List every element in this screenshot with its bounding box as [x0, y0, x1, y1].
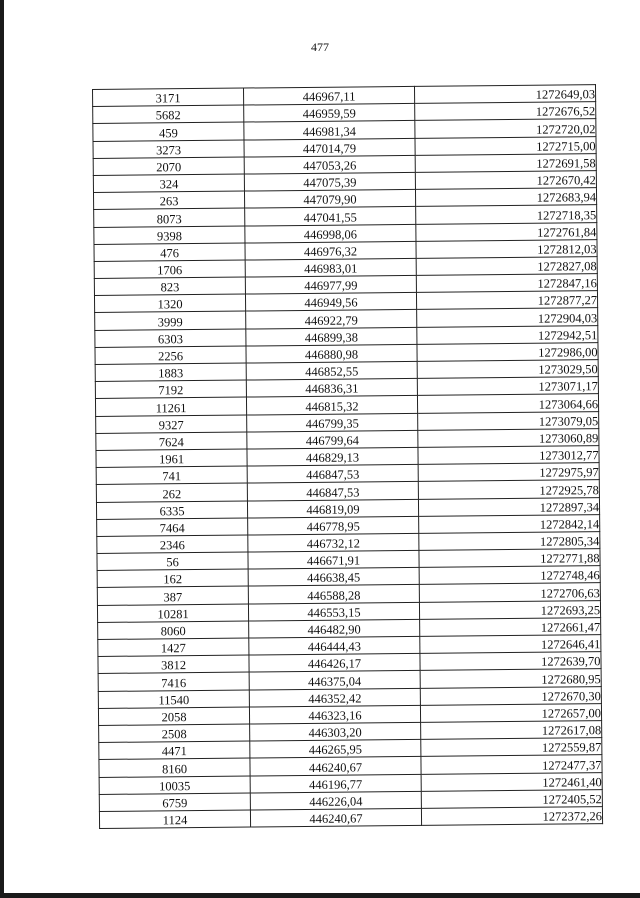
x-coordinate-cell: 446588,28 [248, 585, 419, 604]
point-id-cell: 2346 [97, 535, 248, 554]
point-id-cell: 2256 [95, 346, 246, 365]
x-coordinate-cell: 446977,99 [245, 275, 416, 294]
y-coordinate-cell: 1272372,26 [421, 807, 602, 826]
point-id-cell: 7624 [96, 432, 247, 451]
y-coordinate-cell: 1272405,52 [421, 789, 602, 808]
y-coordinate-cell: 1272842,14 [419, 514, 600, 533]
y-coordinate-cell: 1272748,46 [419, 566, 600, 585]
y-coordinate-cell: 1272676,52 [415, 102, 596, 121]
x-coordinate-cell: 446323,16 [249, 705, 420, 724]
x-coordinate-cell: 446799,64 [247, 430, 418, 449]
x-coordinate-cell: 446976,32 [245, 241, 416, 260]
scan-bottom-edge [0, 893, 640, 898]
y-coordinate-cell: 1272827,08 [416, 257, 597, 276]
y-coordinate-cell: 1272877,27 [416, 291, 597, 310]
y-coordinate-cell: 1272847,16 [416, 274, 597, 293]
page-number: 477 [311, 40, 329, 54]
point-id-cell: 1427 [98, 638, 249, 657]
coordinates-table [92, 84, 603, 829]
point-id-cell: 8060 [98, 621, 249, 640]
point-id-cell: 11261 [95, 397, 246, 416]
point-id-cell: 3171 [93, 88, 244, 107]
point-id-cell: 1883 [95, 363, 246, 382]
point-id-cell: 2508 [99, 724, 250, 743]
x-coordinate-cell: 446981,34 [244, 121, 415, 140]
point-id-cell: 9398 [94, 226, 245, 245]
y-coordinate-cell: 1272693,25 [419, 600, 600, 619]
point-id-cell: 324 [93, 174, 244, 193]
y-coordinate-cell: 1272706,63 [419, 583, 600, 602]
point-id-cell: 4471 [99, 741, 250, 760]
scan-left-edge [0, 0, 4, 898]
x-coordinate-cell: 447041,55 [245, 207, 416, 226]
y-coordinate-cell: 1272925,78 [418, 480, 599, 499]
point-id-cell: 459 [93, 122, 244, 141]
x-coordinate-cell: 447014,79 [244, 138, 415, 157]
x-coordinate-cell: 446819,09 [247, 499, 418, 518]
y-coordinate-cell: 1272975,97 [418, 463, 599, 482]
coordinates-table-body [93, 85, 603, 829]
point-id-cell: 6335 [96, 501, 247, 520]
x-coordinate-cell: 446847,53 [247, 482, 418, 501]
point-id-cell: 263 [93, 191, 244, 210]
x-coordinate-cell: 446638,45 [248, 568, 419, 587]
y-coordinate-cell: 1272559,87 [421, 738, 602, 757]
y-coordinate-cell: 1272461,40 [421, 772, 602, 791]
point-id-cell: 56 [97, 552, 248, 571]
point-id-cell: 5682 [93, 105, 244, 124]
point-id-cell: 10281 [97, 604, 248, 623]
y-coordinate-cell: 1272771,88 [419, 549, 600, 568]
x-coordinate-cell: 446732,12 [248, 533, 419, 552]
point-id-cell: 7192 [95, 380, 246, 399]
y-coordinate-cell: 1273079,05 [418, 411, 599, 430]
x-coordinate-cell: 446303,20 [250, 722, 421, 741]
x-coordinate-cell: 446444,43 [249, 636, 420, 655]
x-coordinate-cell: 447075,39 [244, 172, 415, 191]
point-id-cell: 741 [96, 466, 247, 485]
point-id-cell: 6759 [99, 793, 250, 812]
x-coordinate-cell: 447053,26 [244, 155, 415, 174]
y-coordinate-cell: 1272649,03 [414, 85, 595, 104]
x-coordinate-cell: 447079,90 [244, 190, 415, 209]
point-id-cell: 262 [96, 483, 247, 502]
x-coordinate-cell: 446352,42 [249, 688, 420, 707]
x-coordinate-cell: 446240,67 [250, 808, 421, 827]
x-coordinate-cell: 446482,90 [249, 619, 420, 638]
x-coordinate-cell: 446815,32 [246, 396, 417, 415]
y-coordinate-cell: 1273064,66 [417, 394, 598, 413]
point-id-cell: 1320 [94, 294, 245, 313]
x-coordinate-cell: 446836,31 [246, 379, 417, 398]
y-coordinate-cell: 1273029,50 [417, 360, 598, 379]
point-id-cell: 162 [97, 569, 248, 588]
point-id-cell: 3999 [95, 311, 246, 330]
y-coordinate-cell: 1272670,30 [420, 686, 601, 705]
point-id-cell: 1706 [94, 260, 245, 279]
x-coordinate-cell: 446998,06 [245, 224, 416, 243]
y-coordinate-cell: 1272761,84 [416, 222, 597, 241]
point-id-cell: 10035 [99, 776, 250, 795]
y-coordinate-cell: 1272683,94 [415, 188, 596, 207]
point-id-cell: 6303 [95, 329, 246, 348]
x-coordinate-cell: 446852,55 [246, 361, 417, 380]
x-coordinate-cell: 446983,01 [245, 258, 416, 277]
point-id-cell: 7464 [97, 518, 248, 537]
y-coordinate-cell: 1272812,03 [416, 239, 597, 258]
point-id-cell: 8073 [94, 208, 245, 227]
point-id-cell: 2058 [98, 707, 249, 726]
x-coordinate-cell: 446967,11 [243, 86, 414, 105]
x-coordinate-cell: 446847,53 [247, 465, 418, 484]
y-coordinate-cell: 1272715,00 [415, 136, 596, 155]
point-id-cell: 2070 [93, 157, 244, 176]
point-id-cell: 3812 [98, 655, 249, 674]
x-coordinate-cell: 446880,98 [246, 344, 417, 363]
y-coordinate-cell: 1272805,34 [419, 532, 600, 551]
y-coordinate-cell: 1272477,37 [421, 755, 602, 774]
point-id-cell: 11540 [98, 690, 249, 709]
y-coordinate-cell: 1272897,34 [418, 497, 599, 516]
point-id-cell: 1124 [99, 810, 250, 829]
point-id-cell: 7416 [98, 672, 249, 691]
point-id-cell: 9327 [96, 415, 247, 434]
x-coordinate-cell: 446426,17 [249, 654, 420, 673]
y-coordinate-cell: 1273012,77 [418, 446, 599, 465]
x-coordinate-cell: 446240,67 [250, 757, 421, 776]
point-id-cell: 823 [94, 277, 245, 296]
y-coordinate-cell: 1272646,41 [420, 635, 601, 654]
point-id-cell: 387 [97, 586, 248, 605]
y-coordinate-cell: 1272657,00 [420, 703, 601, 722]
point-id-cell: 1961 [96, 449, 247, 468]
y-coordinate-cell: 1272661,47 [420, 617, 601, 636]
point-id-cell: 8160 [99, 758, 250, 777]
x-coordinate-cell: 446265,95 [250, 739, 421, 758]
x-coordinate-cell: 446778,95 [248, 516, 419, 535]
x-coordinate-cell: 446799,35 [247, 413, 418, 432]
y-coordinate-cell: 1272691,58 [415, 153, 596, 172]
x-coordinate-cell: 446959,59 [244, 104, 415, 123]
point-id-cell: 476 [94, 243, 245, 262]
x-coordinate-cell: 446671,91 [248, 550, 419, 569]
x-coordinate-cell: 446922,79 [246, 310, 417, 329]
y-coordinate-cell: 1272617,08 [421, 721, 602, 740]
x-coordinate-cell: 446899,38 [246, 327, 417, 346]
y-coordinate-cell: 1272904,03 [417, 308, 598, 327]
y-coordinate-cell: 1272639,70 [420, 652, 601, 671]
x-coordinate-cell: 446196,77 [250, 774, 421, 793]
y-coordinate-cell: 1273071,17 [417, 377, 598, 396]
x-coordinate-cell: 446949,56 [245, 293, 416, 312]
y-coordinate-cell: 1272670,42 [415, 171, 596, 190]
y-coordinate-cell: 1272680,95 [420, 669, 601, 688]
x-coordinate-cell: 446375,04 [249, 671, 420, 690]
x-coordinate-cell: 446829,13 [247, 447, 418, 466]
y-coordinate-cell: 1272718,35 [416, 205, 597, 224]
x-coordinate-cell: 446226,04 [250, 791, 421, 810]
y-coordinate-cell: 1273060,89 [418, 428, 599, 447]
point-id-cell: 3273 [93, 140, 244, 159]
y-coordinate-cell: 1272720,02 [415, 119, 596, 138]
y-coordinate-cell: 1272942,51 [417, 325, 598, 344]
y-coordinate-cell: 1272986,00 [417, 342, 598, 361]
x-coordinate-cell: 446553,15 [248, 602, 419, 621]
